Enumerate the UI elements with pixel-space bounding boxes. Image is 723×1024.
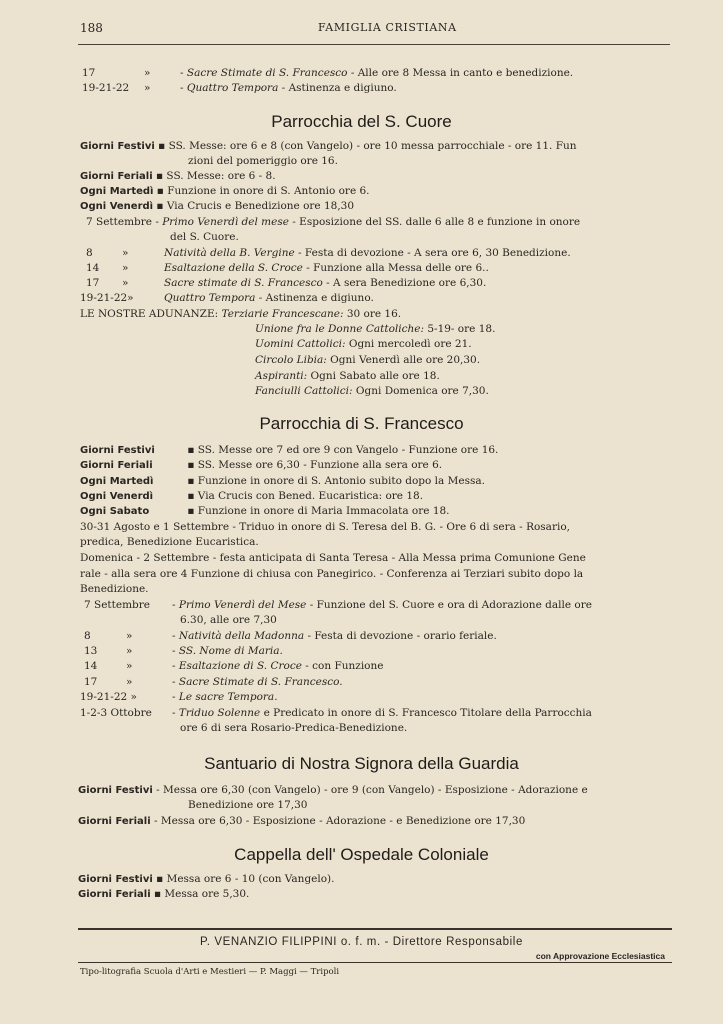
section-title-santuario: Santuario di Nostra Signora della Guardia — [204, 754, 519, 773]
section-title-s-cuore: Parrocchia del S. Cuore — [271, 112, 452, 131]
dash: - — [180, 67, 184, 79]
schedule-row: 7 Settembre - Primo Venerdì del mese - Esposizione del SS. dalle 6 alle 8 e funzione in onore — [86, 216, 581, 228]
group-time: Ogni Venerdì alle ore 20,30. — [326, 354, 481, 366]
row-label: Giorni Feriali — [80, 460, 153, 471]
feast-text: - A sera Benedizione ore 6,30. — [322, 277, 487, 289]
group-time: Ogni Sabato alle ore 18. — [307, 370, 440, 382]
row-text: ▪ Funzione in onore di S. Antonio subito dopo la Messa. — [184, 475, 485, 487]
group-name: Circolo Libia: — [255, 354, 327, 366]
schedule-row — [80, 458, 442, 473]
date-label: 19-21-22» — [80, 292, 134, 304]
paragraph-line: predica, Benedizione Eucaristica. — [80, 536, 259, 548]
date-label: 13 — [84, 645, 98, 657]
ditto-mark: » — [126, 645, 133, 657]
date-label: 19-21-22 — [82, 82, 130, 94]
group-name: Terziarie Francescane: — [221, 308, 344, 320]
group-time: Ogni mercoledì ore 21. — [345, 338, 472, 350]
schedule-row — [78, 783, 588, 798]
row-text: ▪ Messa ore 6 - 10 (con Vangelo). — [152, 873, 335, 885]
group-name: Fanciulli Cattolici: — [255, 385, 353, 397]
schedule-row — [80, 504, 450, 519]
ditto-mark: » — [122, 262, 129, 274]
schedule-row — [80, 184, 370, 199]
paragraph-line: rale - alla sera ore 4 Funzione di chiusa con Panegirico. - Conferenza ai Terziari subito dopo la — [80, 568, 584, 580]
adunanze-row — [255, 322, 495, 336]
adunanze-label: LE NOSTRE ADUNANZE: — [80, 308, 219, 320]
footer-rule — [78, 928, 672, 930]
feast-title: Sacre stimate di S. Francesco — [164, 277, 323, 289]
group-time: 5-19- ore 18. — [424, 323, 496, 335]
feast-text: - Funzione alla Messa delle ore 6.. — [302, 262, 489, 274]
list-item — [80, 291, 374, 305]
row-text: - Messa ore 6,30 - Esposizione - Adorazione - e Benedizione ore 17,30 — [150, 815, 526, 827]
row-continuation: del S. Cuore. — [170, 231, 239, 243]
printer-credit: Tipo-litografia Scuola d'Arti e Mestieri — P. Maggi — Tripoli — [80, 967, 340, 977]
list-item: 17 » - Sacre Stimate di S. Francesco. — [84, 676, 343, 688]
schedule-row — [80, 139, 577, 154]
adunanze-row — [255, 353, 480, 367]
row-text: ▪ Via Crucis e Benedizione ore 18,30 — [153, 200, 355, 212]
adunanze-row — [80, 307, 401, 321]
feast-title: Natività della Madonna — [178, 630, 305, 642]
date-label: 14 — [84, 660, 98, 672]
row-continuation: 6.30, alle ore 7,30 — [180, 614, 277, 626]
feast-text: - Funzione del S. Cuore e ora di Adorazione dalle ore — [306, 599, 592, 611]
list-item — [86, 261, 489, 275]
date-label: 1-2-3 Ottobre — [80, 707, 152, 719]
group-time: Ogni Domenica ore 7,30. — [352, 385, 489, 397]
feast-text: - Alle ore 8 Messa in canto e benedizione. — [347, 67, 574, 79]
approval-note: con Approvazione Ecclesiastica — [535, 951, 665, 961]
feast-title: Sacre Stimate di S. Francesco. — [178, 676, 343, 688]
row-continuation: zioni del pomeriggio ore 16. — [188, 155, 338, 167]
row-text: ▪ Messa ore 5,30. — [150, 888, 250, 900]
row-label: Ogni Sabato — [80, 506, 150, 517]
date-label: 17 — [82, 67, 96, 79]
row-label: Giorni Festivi — [80, 445, 155, 456]
row-text: ▪ SS. Messe: ore 6 e 8 (con Vangelo) - ore 10 messa parrocchiale - ore 11. Fun — [154, 140, 577, 152]
dash: - — [180, 82, 184, 94]
schedule-row — [80, 169, 276, 184]
paragraph-line: Domenica - 2 Settembre - festa anticipata di Santa Teresa - Alla Messa prima Comunione Gene — [80, 552, 586, 564]
ditto-mark: » — [126, 660, 133, 672]
row-label: Ogni Martedì — [80, 186, 154, 197]
schedule-row — [78, 872, 335, 887]
row-label: Giorni Festivi — [80, 141, 155, 152]
date-label: 7 Settembre — [84, 599, 150, 611]
ditto-mark: » — [144, 82, 151, 94]
row-text: ▪ SS. Messe: ore 6 - 8. — [152, 170, 276, 182]
feast-title: Primo Venerdì del mese — [162, 216, 289, 228]
group-name: Unione fra le Donne Cattoliche: — [255, 323, 424, 335]
date-label: 17 — [86, 277, 100, 289]
row-label: Giorni Feriali — [78, 889, 151, 900]
ditto-mark: » — [122, 277, 129, 289]
feast-title: Sacre Stimate di S. Francesco — [186, 67, 348, 79]
date-label: 17 — [84, 676, 98, 688]
running-title: FAMIGLIA CRISTIANA — [318, 21, 457, 34]
list-item — [86, 276, 486, 290]
feast-text: e Predicato in onore di S. Francesco Titolare della Parrocchia — [260, 707, 592, 719]
list-item — [82, 66, 573, 80]
director-credit: P. VENANZIO FILIPPINI o. f. m. - Direttore Responsabile — [200, 936, 523, 948]
feast-text: - Festa di devozione - A sera ore 6, 30 Benedizione. — [294, 247, 571, 259]
group-name: Uomini Cattolici: — [255, 338, 346, 350]
schedule-row: 1-2-3 Ottobre - Triduo Solenne e Predicato in onore di S. Francesco Titolare della Parrocchia — [80, 707, 592, 719]
section-title-cappella: Cappella dell' Ospedale Coloniale — [234, 845, 489, 864]
schedule-row — [80, 474, 485, 489]
group-name: Aspiranti: — [255, 370, 308, 382]
ditto-mark: » — [126, 676, 133, 688]
date-label: 8 — [86, 247, 93, 259]
row-label: Giorni Feriali — [78, 816, 151, 827]
date-label: 8 — [84, 630, 91, 642]
page-number: 188 — [80, 21, 103, 35]
row-label: Giorni Feriali — [80, 171, 153, 182]
footer-rule-lower — [78, 962, 672, 963]
row-label: Ogni Venerdì — [80, 201, 154, 212]
feast-text: - Festa di devozione - orario feriale. — [304, 630, 497, 642]
schedule-row: 7 Settembre - Primo Venerdì del Mese - Funzione del S. Cuore e ora di Adorazione dalle ore — [84, 599, 592, 611]
feast-text: - Astinenza e digiuno. — [255, 292, 374, 304]
adunanze-row — [255, 384, 489, 398]
date-label: 19-21-22 » — [80, 691, 137, 703]
paragraph-line: 30-31 Agosto e 1 Settembre - Triduo in onore di S. Teresa del B. G. - Ore 6 di sera - Rosario, — [80, 521, 570, 533]
row-text: ▪ SS. Messe ore 6,30 - Funzione alla sera ore 6. — [184, 459, 443, 471]
adunanze-row — [255, 369, 440, 383]
row-label: Ogni Venerdì — [80, 491, 154, 502]
feast-text: - Esposizione del SS. dalle 6 alle 8 e funzione in onore — [288, 216, 581, 228]
row-text: ▪ Funzione in onore di S. Antonio ore 6. — [153, 185, 370, 197]
running-head — [78, 16, 670, 45]
feast-title: SS. Nome di Maria. — [178, 645, 283, 657]
group-time: 30 ore 16. — [343, 308, 402, 320]
list-item — [82, 81, 397, 95]
list-item: 13 » - SS. Nome di Maria. — [84, 645, 283, 657]
ditto-mark: » — [144, 67, 151, 79]
list-item: 14 » - Esaltazione di S. Croce - con Funzione — [84, 660, 384, 672]
paragraph-line: Benedizione. — [80, 583, 149, 595]
row-text: ▪ SS. Messe ore 7 ed ore 9 con Vangelo - Funzione ore 16. — [184, 444, 499, 456]
feast-title: Quattro Tempora — [186, 82, 279, 94]
feast-title: Natività della B. Vergine — [164, 247, 295, 259]
row-continuation: ore 6 di sera Rosario-Predica-Benedizione. — [180, 722, 408, 734]
feast-text: - con Funzione — [301, 660, 384, 672]
row-text: - Messa ore 6,30 (con Vangelo) - ore 9 (con Vangelo) - Esposizione - Adorazione e — [152, 784, 588, 796]
row-text: ▪ Via Crucis con Bened. Eucaristica: ore 18. — [184, 490, 424, 502]
feast-title: Le sacre Tempora. — [178, 691, 278, 703]
schedule-row — [78, 814, 525, 829]
schedule-row — [80, 199, 354, 214]
feast-title: Triduo Solenne — [178, 707, 261, 719]
date-label: 14 — [86, 262, 100, 274]
adunanze-row — [255, 337, 472, 351]
row-label: Giorni Festivi — [78, 874, 153, 885]
ditto-mark: » — [122, 247, 129, 259]
row-label: Giorni Festivi — [78, 785, 153, 796]
list-item — [86, 246, 571, 260]
feast-title: Primo Venerdì del Mese — [178, 599, 307, 611]
schedule-row — [78, 887, 249, 902]
row-label: Ogni Martedì — [80, 476, 154, 487]
list-item: 19-21-22 » - Le sacre Tempora. — [80, 691, 278, 703]
schedule-row — [80, 489, 423, 504]
list-item: 8 » - Natività della Madonna - Festa di devozione - orario feriale. — [84, 630, 497, 642]
feast-title: Quattro Tempora — [164, 292, 256, 304]
ditto-mark: » — [126, 630, 133, 642]
row-continuation: Benedizione ore 17,30 — [188, 799, 308, 811]
row-text: ▪ Funzione in onore di Maria Immacolata ore 18. — [184, 505, 450, 517]
feast-title: Esaltazione della S. Croce — [164, 262, 303, 274]
section-title-s-francesco: Parrocchia di S. Francesco — [259, 414, 464, 433]
feast-title: Esaltazione di S. Croce — [178, 660, 302, 672]
schedule-row — [80, 443, 498, 458]
feast-text: - Astinenza e digiuno. — [278, 82, 397, 94]
date-label: 7 Settembre — [86, 216, 152, 228]
